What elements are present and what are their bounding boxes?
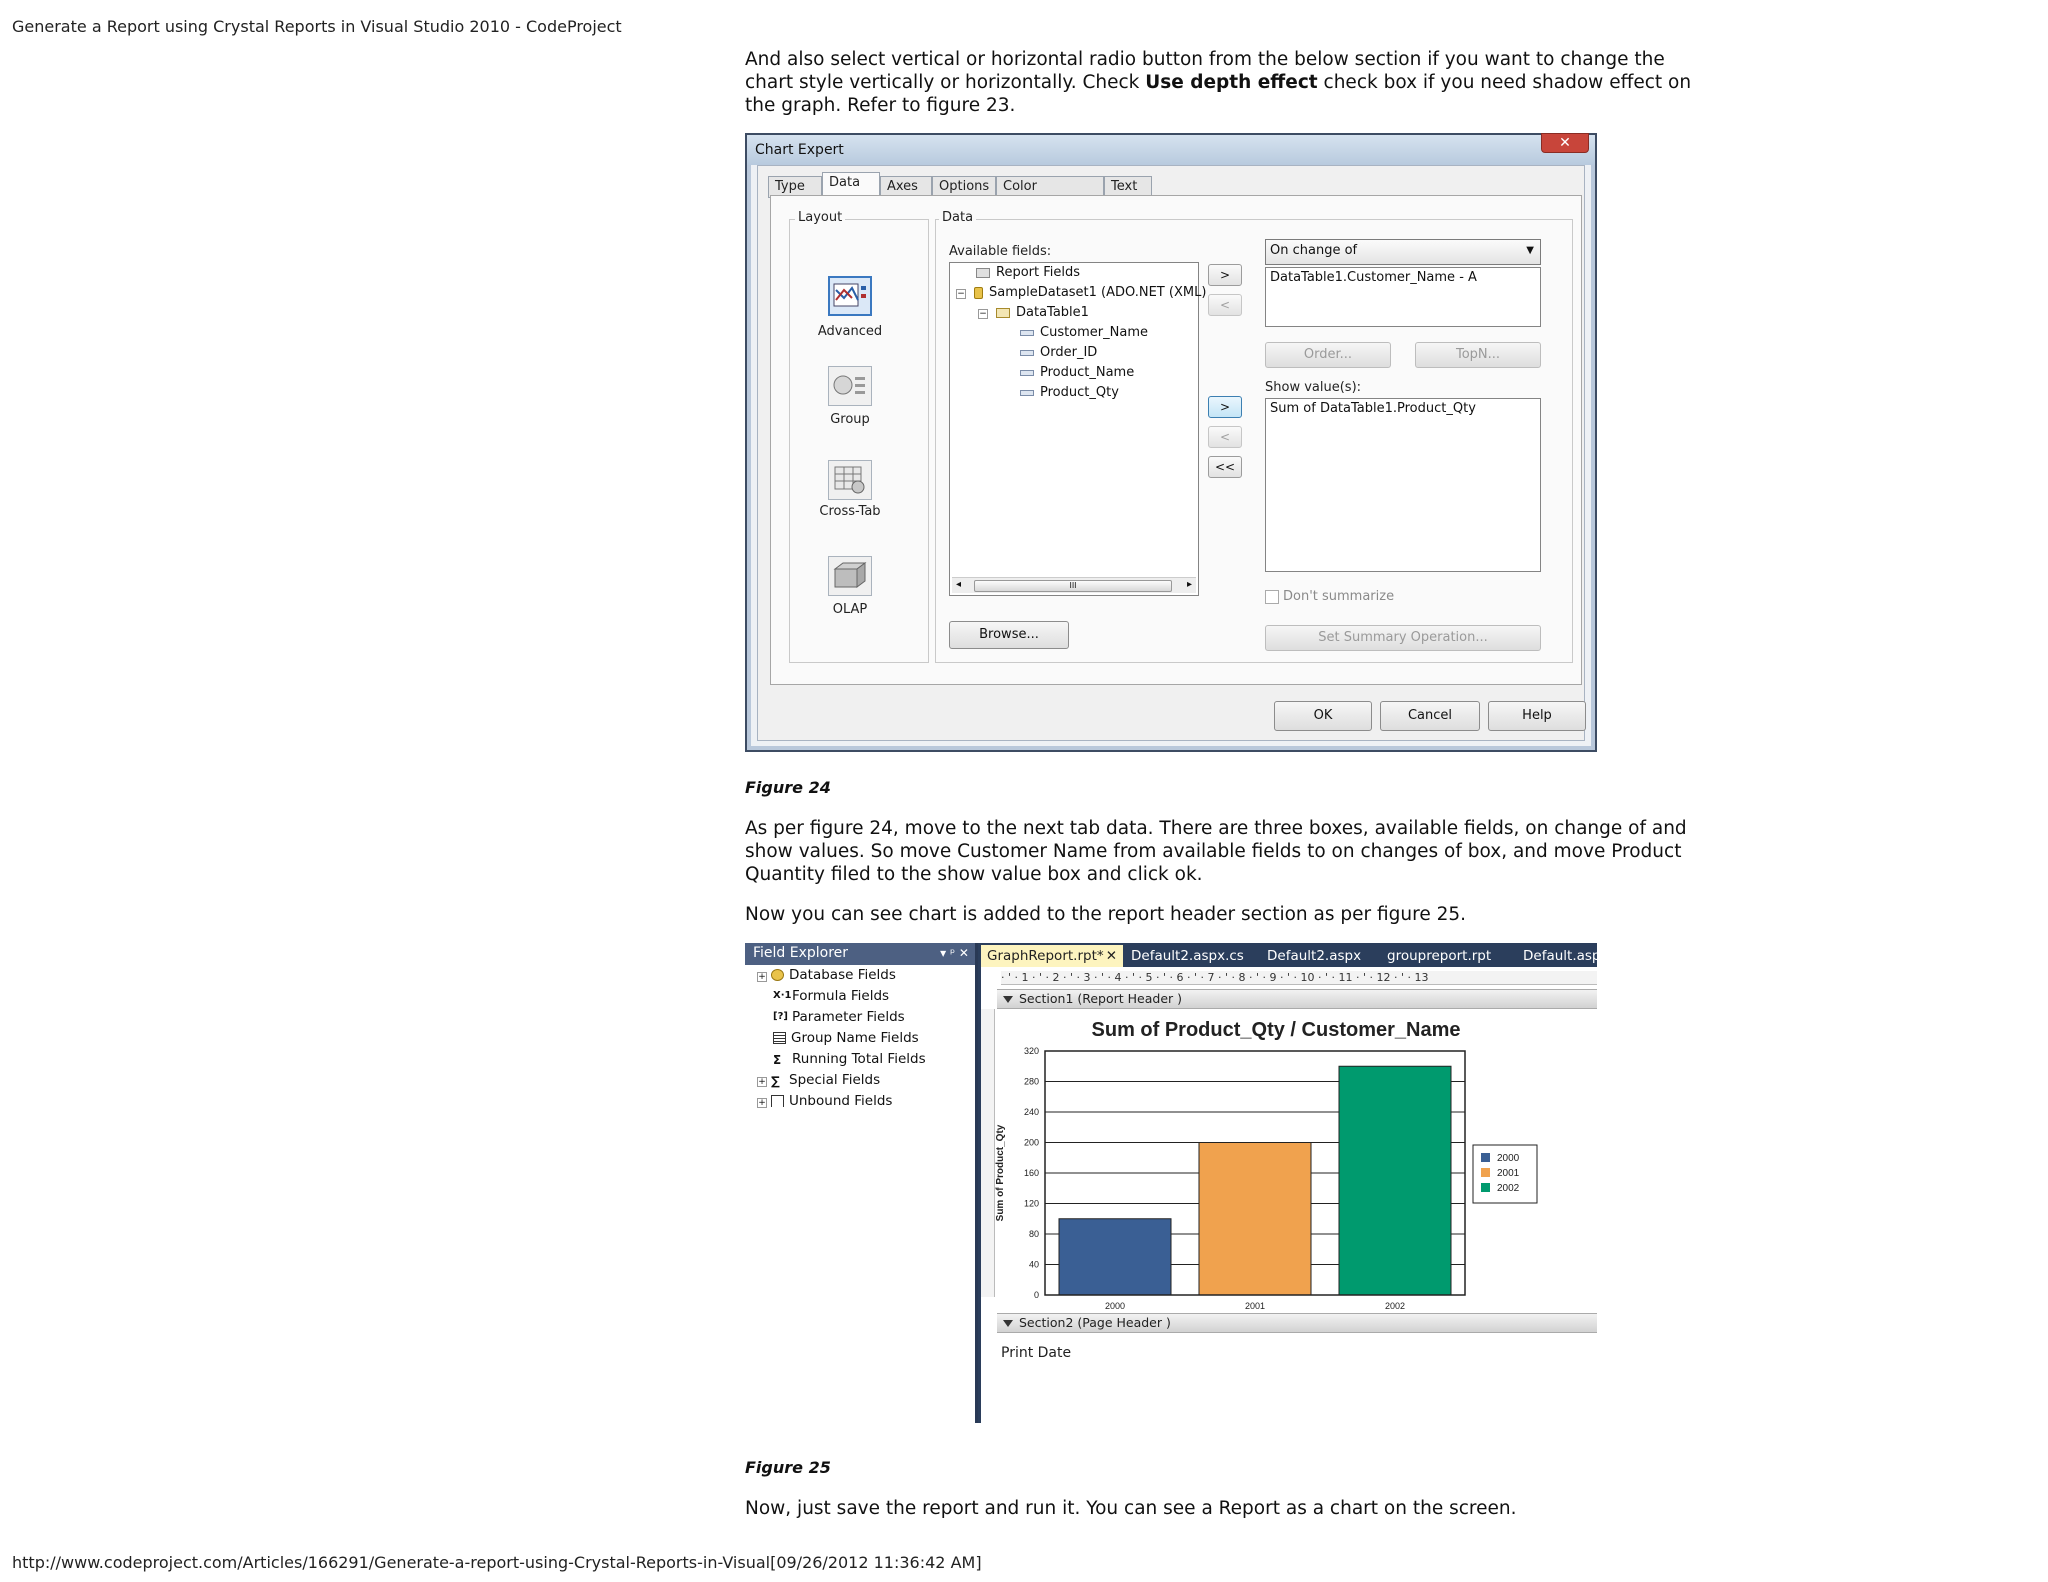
remove-from-on-change-button[interactable]: < [1208, 294, 1242, 316]
article-paragraph-3: Now you can see chart is added to the report header section as per figure 25. [745, 904, 1467, 925]
bar-2000 [1059, 1219, 1171, 1295]
y-tick-label: 320 [1023, 1046, 1039, 1056]
y-tick-label: 120 [1023, 1198, 1039, 1209]
layout-olap-label: OLAP [832, 602, 868, 617]
horizontal-scrollbar[interactable] [952, 577, 1196, 593]
group-layout-icon[interactable] [828, 366, 872, 406]
field-explorer-title: Field Explorer [753, 945, 849, 961]
section2-label: Section2 (Page Header ) [1019, 1315, 1171, 1330]
tab-data[interactable]: Data [822, 172, 880, 198]
figure-25-caption: Figure 25 [745, 1458, 831, 1477]
field-label: Formula Fields [792, 988, 890, 1004]
special-fields-icon: ∑ [771, 1074, 780, 1088]
parameter-icon: [?] [773, 1011, 788, 1022]
visual-studio-report-designer [745, 943, 1613, 1423]
chart-bars [1059, 1066, 1451, 1295]
article-paragraph-2: As per figure 24, move to the next tab data. There are three boxes, available fields, on change of and show values. So move Customer Name from available fields to on changes of box, and move Product Quantity filed to the show value box and click ok. [745, 818, 1687, 885]
tab-axes[interactable]: Axes [880, 176, 932, 198]
tree-item-dataset[interactable] [956, 285, 1206, 300]
y-tick-label: 40 [1028, 1259, 1039, 1270]
y-tick-label: 80 [1028, 1229, 1039, 1239]
legend-label: 2000 [1497, 1153, 1520, 1164]
tab-type[interactable]: Type [768, 176, 822, 198]
chart-expert-dialog [745, 133, 1597, 752]
database-icon [974, 287, 983, 299]
para1-bold: Use depth effect [1145, 72, 1318, 93]
field-database-fields[interactable] [757, 967, 896, 983]
chart-y-ticks [1024, 1046, 1039, 1300]
olap-layout-icon[interactable] [828, 556, 872, 596]
dialog-body [757, 165, 1585, 741]
on-change-of-value: On change of [1270, 243, 1358, 258]
database-icon [771, 969, 784, 981]
set-summary-operation-button[interactable]: Set Summary Operation... [1265, 625, 1541, 651]
field-icon [1020, 370, 1034, 376]
chart-x-ticks [1105, 1301, 1405, 1311]
tree-item-datatable[interactable] [978, 305, 1089, 320]
field-explorer-titlebar [745, 943, 975, 965]
topn-button[interactable]: TopN... [1415, 342, 1541, 368]
field-icon [1020, 390, 1034, 396]
field-label: Parameter Fields [792, 1009, 905, 1025]
article-paragraph-1 [745, 48, 1710, 117]
legend-swatch [1481, 1183, 1490, 1192]
tree-item-order-id[interactable] [1020, 345, 1097, 360]
expand-icon[interactable]: + [758, 1077, 766, 1087]
tree-item-product-name[interactable] [1020, 365, 1134, 380]
cancel-button[interactable]: Cancel [1380, 701, 1480, 731]
legend-swatch [1481, 1168, 1490, 1177]
tab-default2-aspx-cs[interactable]: Default2.aspx.cs [1131, 948, 1244, 964]
field-label: Running Total Fields [792, 1051, 926, 1067]
field-label: Database Fields [789, 967, 896, 983]
y-tick-label: 280 [1023, 1076, 1039, 1087]
group-name-icon [773, 1032, 786, 1044]
bar-2001 [1199, 1143, 1311, 1296]
page-header-title: Generate a Report using Crystal Reports in Visual Studio 2010 - CodeProject [12, 17, 622, 36]
running-total-icon: Σ [773, 1053, 782, 1067]
field-running-total-fields[interactable] [773, 1051, 926, 1067]
ok-button[interactable]: OK [1274, 701, 1372, 731]
layout-advanced-label: Advanced [817, 324, 883, 339]
y-tick-label: 200 [1023, 1137, 1039, 1148]
move-to-show-values-button[interactable]: > [1208, 396, 1242, 418]
close-icon[interactable]: ✕ [1105, 948, 1117, 964]
chart-title: Sum of Product_Qty / Customer_Name [1091, 1019, 1461, 1041]
tab-options[interactable]: Options [932, 176, 996, 198]
tree-label: SampleDataset1 (ADO.NET (XML) [989, 285, 1207, 300]
x-tick-label: 2000 [1104, 1301, 1126, 1311]
tree-label: Product_Qty [1040, 385, 1119, 400]
dont-summarize-checkbox[interactable] [1265, 590, 1279, 604]
figure-24-caption: Figure 24 [745, 778, 831, 797]
scroll-left-icon[interactable]: ◂ [956, 579, 962, 590]
field-icon [1020, 330, 1034, 336]
layout-group-label: Layout [795, 210, 845, 225]
report-design-surface [981, 967, 1597, 1423]
section2-bar[interactable] [997, 1313, 1597, 1333]
help-button[interactable]: Help [1488, 701, 1586, 731]
field-explorer-panel [745, 943, 978, 1423]
chart-y-axis-label: Sum of Product_Qty [995, 1124, 1006, 1222]
tree-label: Report Fields [996, 265, 1081, 280]
tree-label: Product_Name [1040, 365, 1135, 380]
tab-default2-aspx[interactable]: Default2.aspx [1267, 948, 1362, 964]
scroll-thumb[interactable] [974, 580, 1172, 592]
section1-label: Section1 (Report Header ) [1019, 991, 1183, 1006]
y-tick-label: 160 [1023, 1168, 1039, 1178]
dialog-title: Chart Expert [755, 142, 844, 158]
collapse-icon[interactable]: − [979, 309, 987, 319]
bar-chart [981, 967, 1597, 1423]
report-fields-icon [976, 268, 990, 278]
legend-swatch [1481, 1153, 1490, 1162]
horizontal-ruler: · ' · 1 · ' · 2 · ' · 3 · ' · 4 · ' · 5 · ' · 6 · ' · 7 · ' · 8 · ' · 9 · ' · 10 · ' · 11 · ' · 12 · ' · 13 [1001, 971, 1597, 985]
collapse-icon[interactable]: − [957, 289, 965, 299]
document-tabs [981, 943, 1613, 967]
layout-cross-tab-label: Cross-Tab [819, 504, 881, 519]
show-value-item[interactable]: Sum of DataTable1.Product_Qty [1270, 401, 1476, 416]
advanced-layout-icon[interactable] [828, 276, 872, 316]
field-label: Group Name Fields [791, 1030, 919, 1046]
para1-text-a: And also select vertical or horizontal radio button from the below section if you want to change the chart style vertically or horizontally. Check [745, 49, 1665, 93]
field-special-fields[interactable] [757, 1072, 880, 1088]
bar-2002 [1339, 1066, 1451, 1295]
para1-text-b: check box if you need shadow effect on the graph. Refer to figure 23. [745, 72, 1692, 116]
field-unbound-fields[interactable] [757, 1093, 892, 1109]
on-change-of-select[interactable] [1265, 239, 1541, 265]
print-date-field[interactable]: Print Date [1001, 1345, 1072, 1361]
dont-summarize-label: Don't summarize [1283, 589, 1395, 604]
tab-graphreport[interactable] [981, 945, 1123, 967]
dialog-titlebar [747, 135, 1595, 165]
scroll-thumb-grip: III [1069, 581, 1077, 590]
expand-icon[interactable]: + [758, 972, 766, 982]
chart-legend [1473, 1145, 1537, 1203]
layout-group-option-label: Group [830, 412, 870, 427]
order-button[interactable]: Order... [1265, 342, 1391, 368]
tab-label: GraphReport.rpt* [987, 948, 1104, 964]
remove-from-show-values-button[interactable]: < [1208, 426, 1242, 448]
tree-label: Order_ID [1040, 345, 1098, 360]
table-icon [996, 308, 1010, 318]
y-tick-label: 0 [1033, 1290, 1039, 1300]
remove-all-show-values-button[interactable]: << [1208, 456, 1242, 478]
tree-label: Customer_Name [1040, 325, 1148, 340]
x-tick-label: 2001 [1244, 1301, 1266, 1311]
expand-icon[interactable]: + [758, 1098, 766, 1108]
page-footer-url: http://www.codeproject.com/Articles/166291/Generate-a-report-using-Crystal-Reports-in-Visual[09/26/2012 11:36:42 AM] [12, 1553, 982, 1572]
available-fields-label: Available fields: [949, 244, 1052, 259]
tree-item-report-fields[interactable] [976, 265, 1080, 280]
tab-default-aspx[interactable]: Default.aspx. [1523, 948, 1613, 964]
field-label: Unbound Fields [789, 1093, 893, 1109]
field-parameter-fields[interactable] [773, 1009, 905, 1025]
tree-item-customer-name[interactable] [1020, 325, 1148, 340]
tab-groupreport[interactable]: groupreport.rpt [1387, 948, 1492, 964]
y-tick-label: 240 [1023, 1107, 1039, 1117]
chevron-down-icon: ▼ [1526, 245, 1534, 256]
tab-color-highlight[interactable]: Color [996, 176, 1104, 198]
cross-tab-layout-icon[interactable] [828, 460, 872, 500]
legend-label: 2001 [1497, 1168, 1520, 1179]
show-values-label: Show value(s): [1265, 380, 1362, 395]
scroll-right-icon[interactable]: ▸ [1186, 579, 1192, 590]
tree-item-product-qty[interactable] [1020, 385, 1119, 400]
legend-label: 2002 [1497, 1183, 1520, 1194]
field-group-name-fields[interactable] [773, 1030, 919, 1046]
field-label: Special Fields [789, 1072, 881, 1088]
browse-button[interactable]: Browse... [949, 621, 1069, 649]
collapse-triangle-icon [1003, 1320, 1013, 1327]
data-group-label: Data [939, 210, 976, 225]
article-paragraph-4: Now, just save the report and run it. You can see a Report as a chart on the screen. [745, 1498, 1517, 1519]
formula-icon: X·1 [773, 990, 792, 1001]
tree-label: DataTable1 [1016, 305, 1089, 320]
unbound-fields-icon [771, 1095, 784, 1107]
field-icon [1020, 350, 1034, 356]
move-to-on-change-button[interactable]: > [1208, 264, 1242, 286]
data-tab-panel [770, 195, 1582, 685]
available-fields-tree[interactable] [949, 262, 1207, 596]
panel-controls-icon[interactable]: ▾ ᵖ ✕ [940, 946, 969, 960]
x-tick-label: 2002 [1384, 1301, 1406, 1311]
tab-text[interactable]: Text [1104, 176, 1152, 198]
on-change-of-item[interactable]: DataTable1.Customer_Name - A [1270, 270, 1477, 285]
close-icon[interactable]: ✕ [1541, 133, 1589, 153]
on-change-of-list[interactable] [1265, 267, 1541, 327]
show-values-list[interactable] [1265, 398, 1541, 572]
field-formula-fields[interactable] [773, 988, 889, 1004]
